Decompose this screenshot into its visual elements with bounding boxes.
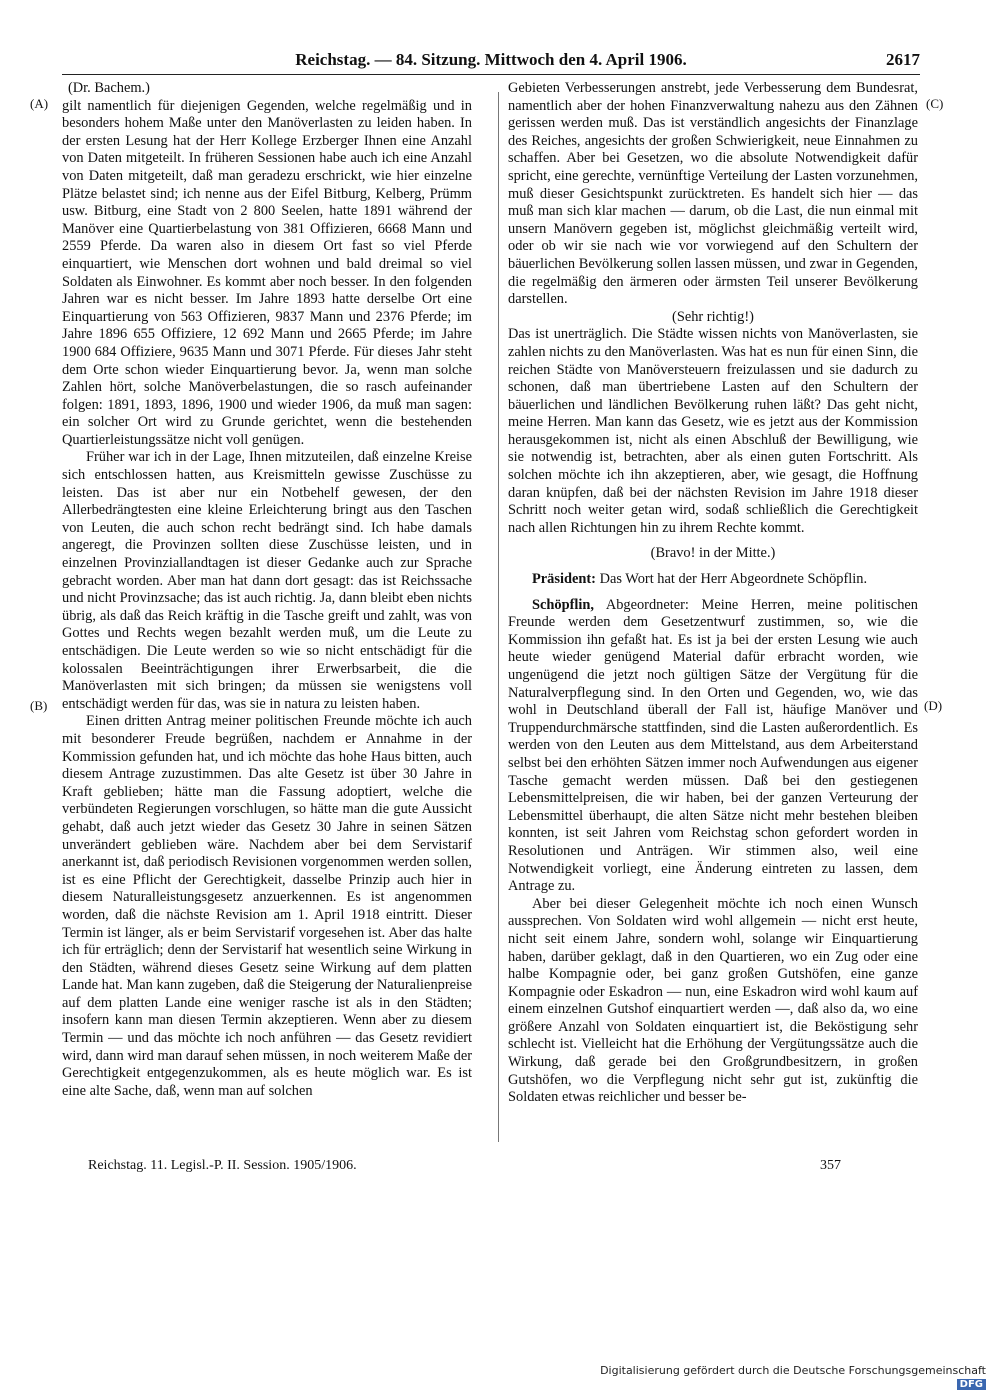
page-header — [62, 50, 920, 75]
column-divider — [498, 92, 499, 1142]
schoepflin-speech — [508, 597, 918, 896]
margin-mark-d: (D) — [924, 698, 943, 713]
dfg-logo-icon: DFG — [957, 1379, 986, 1390]
speaker-label: Schöpflin, — [532, 596, 594, 613]
digitization-text: Digitalisierung gefördert durch die Deutsche Forschungsgemeinschaft — [600, 1364, 986, 1377]
president-label: Präsident: — [532, 571, 596, 588]
header-title: Reichstag. — 84. Sitzung. Mittwoch den 4. April 1906. — [295, 50, 687, 69]
right-column — [508, 80, 918, 1190]
interjection-bravo: (Bravo! in der Mitte.) — [650, 545, 776, 562]
right-footer: 357 — [820, 1158, 841, 1173]
right-paragraph-1: Gebieten Verbesserungen anstrebt, jede Verbesserung dem Bundesrat, namentlich aber der hohen Finanzverwaltung nahezu aus den Zähnen gerissen werden muß. Das ist verständlich angesichts der Finanzlage des Reiches, angesichts der großen Schwierigkeit, neue Einnahmen zu schaffen. Aber bei Gesetzen, wo die absolute Notwendigkeit dafür spricht, eine gerechte, vernünftige Verteilung der Lasten vorzunehmen, muß dieser Gesichtspunkt zurücktreten. Es handelt sich hier — das muß man sich klar machen — darum, ob die Last, die nun einmal mit unsern Manövern gegeben ist, möglichst gleichmäßig verteilt wird, oder ob wir sie nach wie vor vorwiegend auf den Schultern der bäuerlichen Bevölkerung sollen lassen müssen, und zwar in Gegenden, die regelmäßig den ärmeren oder ärmsten Teil unserer Bevölkerung darstellen. — [508, 80, 918, 308]
margin-mark-c: (C) — [926, 96, 944, 111]
right-paragraph-2: Das ist unerträglich. Die Städte wissen nichts von Manöverlasten, sie zahlen nichts zu den Manöverlasten. Was hat es nun für einen Sinn, die reichen Städte von Manöversteuern freizulassen und sie dadurch zu schonen, daß man übertriebene Lasten auf den Schultern der bäuerlichen und ländlichen Bevölkerung ruhen läßt? Das geht nicht, meine Herren. Man kann das Gesetz, wie es jetzt aus der Kommission herausgekommen ist, nicht als einen Abschluß der Bewilligung, wie sie notwendig ist, betrachten, aber als einen guten Fortschritt. Als solchen möchte ich ihn akzeptieren, aber, wie gesagt, die Hoffnung daran knüpfen, daß bei der nächsten Revision im Jahre 1918 dieser Schritt noch weiter getan wird, sodaß schließlich die Gerechtigkeit nach allen Richtungen hin zu ihrem Rechte kommt. — [508, 326, 918, 536]
president-statement — [508, 571, 918, 589]
left-paragraph-1: gilt namentlich für diejenigen Gegenden, welche regelmäßig und in besonders hohem Maße unter den Manöverlasten zu leiden haben. In der ersten Lesung hat der Herr Kollege Erzberger Ihnen eine Anzahl von Daten mitgeteilt. In früheren Sessionen habe auch ich eine Anzahl von Daten mitgeteilt, daß man geradezu erschrickt, wie hier einzelne Plätze belastet sind; ich nenne aus der Eifel Bitburg, Kelberg, Prümm usw. Bitburg, eine Stadt von 2 800 Seelen, hatte 1891 während der Manöver eine Quartierbelastung von 381 Offizieren, 6668 Mann und 2559 Pferde. Da waren also in diesem Ort fast so viel Pferde einquartiert, wie Menschen dort wohnen und bald dreimal so viel Soldaten als Einwohner. Es kommt aber noch besser. In den folgenden Jahren war es nicht besser. Im Jahre 1893 hatte derselbe Ort eine Einquartierung von 563 Offizieren, 9837 Mann und 2376 Pferde; im Jahre 1896 655 Offiziere, 12 692 Mann und 2665 Pferde; im Jahre 1900 684 Offiziere, 9635 Mann und 3071 Pferde. Für dieses Jahr steht dem Orte schon wieder Einquartierung bevor. Ja, wenn man solche Zahlen hört, solche Manöverbelastungen, die so rasch aufeinander folgen: 1891, 1893, 1896, 1900 und wieder 1906, da muß man sagen: ein solcher Ort wird zu Grunde gerichtet, wenn die bestehenden Quartierleistungssätze nicht voll genügen. — [62, 97, 472, 448]
left-footer: Reichstag. 11. Legisl.-P. II. Session. 1905/1906. — [88, 1158, 357, 1173]
president-text: Das Wort hat der Herr Abgeordnete Schöpflin. — [599, 571, 868, 588]
margin-mark-a: (A) — [30, 96, 49, 111]
page-number: 2617 — [886, 50, 920, 69]
speaker-tag: (Dr. Bachem.) — [68, 80, 150, 96]
margin-mark-b: (B) — [30, 698, 48, 713]
left-paragraph-3: Einen dritten Antrag meiner politischen Freunde möchte ich auch mit besonderer Freude begrüßen, nachdem er Annahme in der Kommission gefunden hat, und ich möchte das hohe Haus bitten, auch diesem Antrage zuzustimmen. Das alte Gesetz ist über 30 Jahre in Kraft geblieben; hätte man die Fassung adoptiert, welche die verbündeten Regierungen vorschlugen, so hätte man die gute Aussicht gehabt, daß auch jetzt wieder das Gesetz 30 Jahre in seinen Sätzen unverändert geblieben wäre. Nachdem aber bei dem Servistarif anerkannt ist, daß periodisch Revisionen vorgenommen werden sollen, ist es eine Pflicht der Gerechtigkeit, dasselbe Prinzip auch hier in diesem Naturalleistungsgesetz anzuerkennen. Es ist angenommen worden, daß die nächste Revision am 1. April 1918 eintritt. Dieser Termin ist länger, als er beim Servistarif vorgesehen ist. Aber das halte ich für erträglich; denn der Servistarif hat wesentlich seine Wirkung in den Städten, während dieses Gesetz seine Wirkung auf dem platten Lande hat. Man kann zugeben, daß die Steigerung der Naturalienpreise auf dem platten Lande eine weniger rasche ist als in den Städten; insofern kann man diesen Termin akzeptieren. Wenn aber zu diesem Termin — und das möchte ich noch anführen — das Gesetz revidiert wird, dann wird man darauf sehen müssen, in noch weiterem Maße der Gerechtigkeit entgegenzukommen, als es heute möglich war. Es ist eine alte Sache, daß, wenn man auf solchen — [62, 713, 472, 1099]
left-paragraph-2: Früher war ich in der Lage, Ihnen mitzuteilen, daß einzelne Kreise sich entschlossen hatten, aus Kreismitteln gewisse Zuschüsse zu leisten. Das ist aber nur ein Notbehelf gewesen, der den Allerbedrängtesten eine kleine Erleichterung bringt aus den Taschen von Leuten, die auch schon recht bedrängt sind. Ich habe damals angeregt, die Provinzen sollten diese Zuschüsse leisten, und in einzelnen Provinziallandtagen ist dieser Gedanke auch zur Sprache gebracht worden. Aber man hat dann dort gesagt: das ist Reichssache und nicht Provinzsache; das ist auch richtig. Ja, dann bleibt eben nichts übrig, als daß das Reich kräftig in die Tasche greift und zahlt, was von Gottes und Rechts wegen bezahlt werden muß, um die Leute zu entschädigen. Die Leute werden so wie so nicht entschädigt für die kolossalen Beeinträchtigungen ihrer Erwerbsarbeit, die die Manöverlasten mit sich bringen; da müssen sie wenigstens voll entschädigt werden für das, was sie in natura zu leisten haben. — [62, 449, 472, 712]
digitization-note — [600, 1364, 986, 1390]
right-paragraph-3: Aber bei dieser Gelegenheit möchte ich noch einen Wunsch aussprechen. Von Soldaten wird wohl allgemein — nicht erst heute, nicht seit einem Jahre, sondern wohl, solange wir Einquartierung haben, darüber geklagt, daß in den Quartieren, wo ein Zug oder eine halbe Kompagnie oder, bei ganz großen Gutshöfen, eine ganze Kompagnie oder Eskadron — nun, eine Eskadron wird wohl kaum auf einem einzelnen Gutshof einquartiert werden —, daß also da, wo eine größere Anzahl von Soldaten einquartiert ist, die Beköstigung sehr schlecht ist. Vielleicht hat die Erhöhung der Vergütungssätze auch die Wirkung, daß gerade bei den Großgrundbesitzern, in großen Gutshöfen, wo die Verpflegung nicht sehr gut ist, zukünftig die Soldaten etwas reichlicher und besser be- — [508, 895, 918, 1106]
speaker-text: Abgeordneter: Meine Herren, meine politischen Freunde werden dem Gesetzentwurf zustimmen, so, wie die Kommission ihn gefaßt hat. Es ist ja bei der ersten Lesung wie auch heute wieder genügend Material dafür erbracht worden, wie ungenügend die jetzt noch gültigen Sätze der Vergütung für die Naturalverpflegung sind. In den Orten und Gegenden, wo, wie das wohl in Deutschland überall der Fall ist, häufige Manöver und Truppendurchmärsche stattfinden, sind die Lasten außerordentlich. Es werden von den Leuten aus dem Mittelstand, aus dem Arbeiterstand selbst bei den erhöhten Sätzen immer noch Aufwendungen aus eigener Tasche gemacht werden müssen. Daß bei den gestiegenen Lebensmittelpreisen, die wir haben, bei der ganzen Verteurung der Lebensmittel überhaupt, die alten Sätze nicht mehr bestehen bleiben konnten, ist seit Jahren vom Reichstag schon gefordert worden in Resolutionen und Anträgen. Wir stimmen also, weil eine Notwendigkeit vorliegt, eine Änderung eintreten zu lassen, dem Antrage zu. — [508, 596, 918, 895]
left-column — [62, 80, 472, 1190]
interjection-sehr-richtig: (Sehr richtig!) — [672, 308, 754, 325]
